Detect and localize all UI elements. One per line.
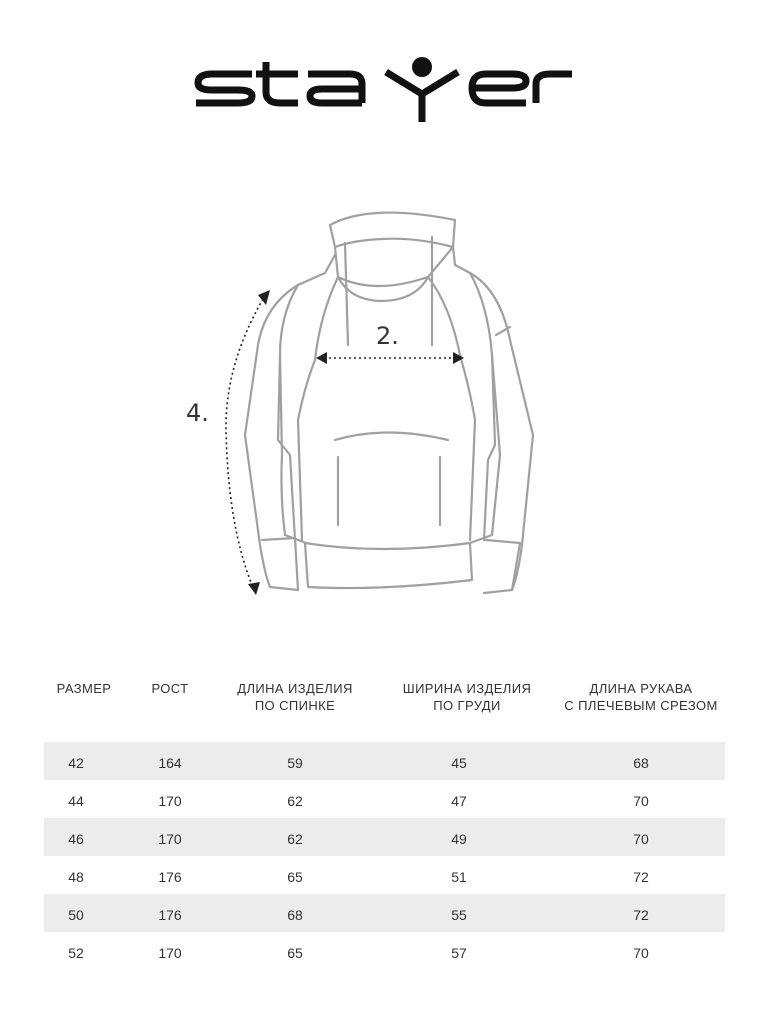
cell-back-length: 65: [287, 945, 303, 961]
cell-chest-width: 45: [451, 755, 467, 771]
cell-size: 52: [68, 945, 84, 961]
cell-chest-width: 57: [451, 945, 467, 961]
back-length-label: 4.: [186, 399, 209, 427]
cell-sleeve-length: 72: [633, 907, 649, 923]
cell-back-length: 62: [287, 831, 303, 847]
table-row: [44, 742, 725, 780]
cell-chest-width: 47: [451, 793, 467, 809]
cell-size: 50: [68, 907, 84, 923]
brand-logo: [190, 50, 580, 130]
cell-size: 44: [68, 793, 84, 809]
cell-back-length: 59: [287, 755, 303, 771]
cell-sleeve-length: 68: [633, 755, 649, 771]
cell-height: 170: [158, 831, 182, 847]
size-table-header: [0, 680, 768, 730]
table-row: [44, 780, 725, 818]
cell-height: 176: [158, 907, 182, 923]
cell-back-length: 68: [287, 907, 303, 923]
cell-back-length: 65: [287, 869, 303, 885]
cell-chest-width: 49: [451, 831, 467, 847]
chest-width-label: 2.: [376, 322, 399, 350]
size-table-body: [44, 742, 725, 970]
hoodie-sketch: [170, 195, 570, 615]
cell-sleeve-length: 72: [633, 869, 649, 885]
table-row: [44, 818, 725, 856]
cell-size: 48: [68, 869, 84, 885]
cell-height: 170: [158, 945, 182, 961]
cell-height: 176: [158, 869, 182, 885]
table-row: [44, 856, 725, 894]
cell-size: 42: [68, 755, 84, 771]
cell-chest-width: 51: [451, 869, 467, 885]
header-back-length: ДЛИНА ИЗДЕЛИЯ ПО СПИНКЕ: [237, 681, 353, 713]
header-height: РОСТ: [151, 681, 189, 696]
cell-sleeve-length: 70: [633, 831, 649, 847]
cell-size: 46: [68, 831, 84, 847]
cell-sleeve-length: 70: [633, 945, 649, 961]
cell-height: 170: [158, 793, 182, 809]
header-sleeve-length: ДЛИНА РУКАВА С ПЛЕЧЕВЫМ СРЕЗОМ: [564, 681, 718, 713]
cell-sleeve-length: 70: [633, 793, 649, 809]
table-row: [44, 932, 725, 970]
brand-logo-mark: [190, 50, 580, 130]
cell-back-length: 62: [287, 793, 303, 809]
header-size: РАЗМЕР: [56, 681, 112, 696]
header-chest-width: ШИРИНА ИЗДЕЛИЯ ПО ГРУДИ: [402, 681, 532, 713]
cell-chest-width: 55: [451, 907, 467, 923]
cell-height: 164: [158, 755, 182, 771]
table-row: [44, 894, 725, 932]
